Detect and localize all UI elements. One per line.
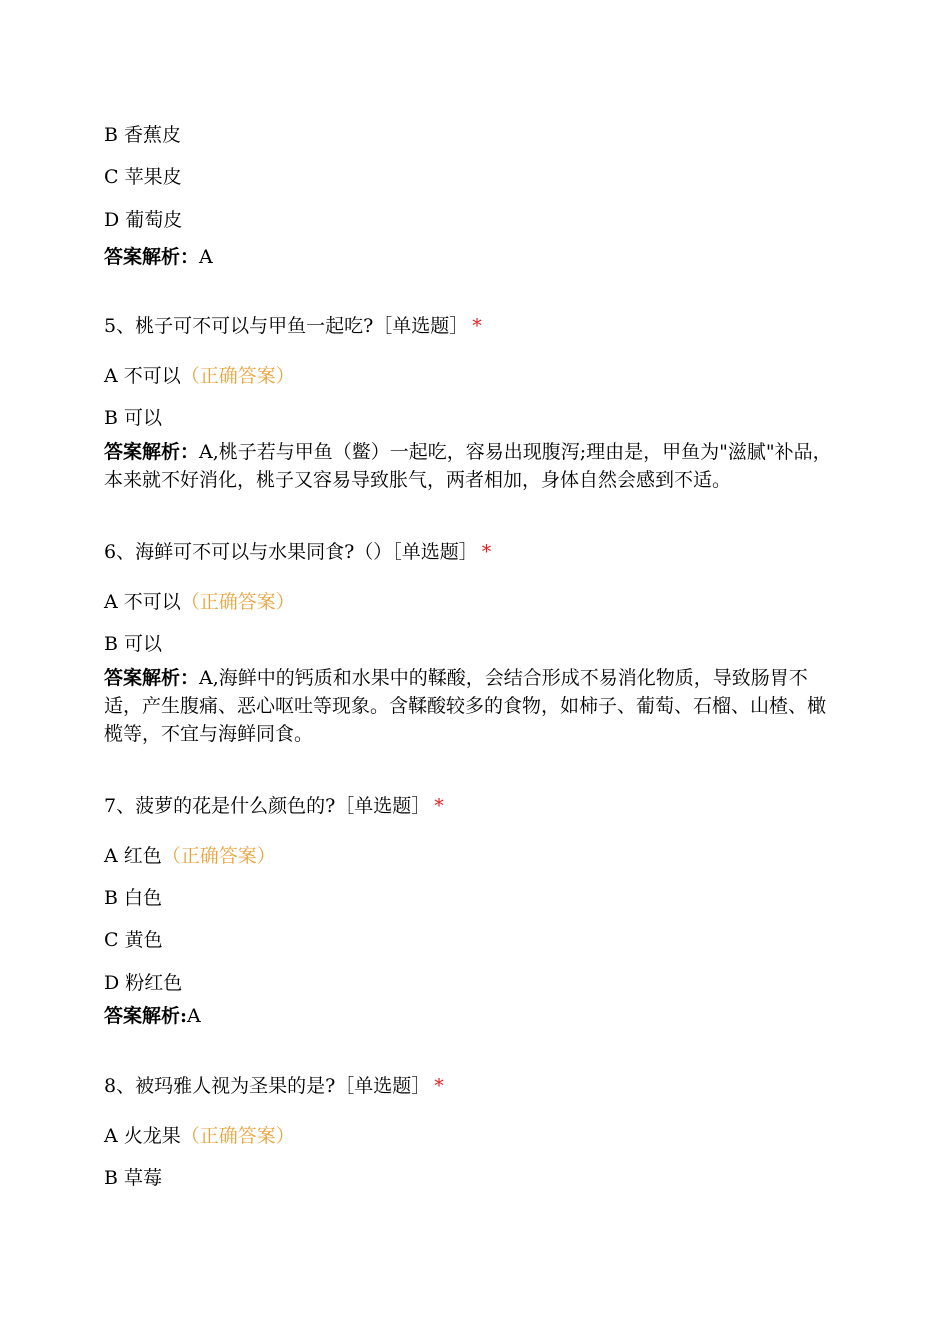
option-text: B 草莓	[104, 1167, 163, 1189]
analysis-text: A,海鲜中的钙质和水果中的鞣酸，会结合形成不易消化物质，导致肠胃不适，产生腹痛、恶心呕吐等现象。含鞣酸较多的食物，如柿子、葡萄、石榴、山楂、橄榄等，不宜与海鲜同食。	[104, 667, 827, 745]
q7-option-d	[104, 971, 182, 995]
correct-answer-tag: （正确答案）	[161, 845, 276, 867]
analysis-label: 答案解析:	[104, 1005, 188, 1027]
question-text: 6、海鲜可不可以与水果同食?（）［单选题］	[104, 541, 478, 563]
question-text: 7、菠萝的花是什么颜色的?［单选题］	[104, 795, 431, 817]
q6-title	[104, 540, 491, 564]
option-text: A 不可以	[104, 591, 181, 613]
q5-analysis	[104, 438, 839, 494]
q7-option-a	[104, 844, 276, 868]
q5-option-a	[104, 364, 295, 388]
option-text: D 葡萄皮	[104, 209, 183, 231]
q4-option-c	[104, 165, 182, 189]
q6-option-a	[104, 590, 295, 614]
q4-analysis	[104, 243, 839, 271]
analysis-label: 答案解析：	[104, 441, 200, 463]
option-text: B 可以	[104, 633, 163, 655]
option-text: B 白色	[104, 887, 163, 909]
required-mark: *	[434, 1075, 444, 1097]
question-text: 8、被玛雅人视为圣果的是?［单选题］	[104, 1075, 431, 1097]
q6-option-b	[104, 632, 162, 656]
q8-option-a	[104, 1124, 295, 1148]
option-text: A 火龙果	[104, 1125, 181, 1147]
option-text: C 苹果皮	[104, 166, 182, 188]
option-text: B 可以	[104, 407, 163, 429]
q7-option-c	[104, 928, 163, 952]
q4-option-b	[104, 123, 181, 147]
correct-answer-tag: （正确答案）	[180, 1125, 295, 1147]
analysis-label: 答案解析：	[104, 246, 200, 268]
required-mark: *	[481, 541, 492, 563]
correct-answer-tag: （正确答案）	[180, 365, 295, 387]
option-text: A 红色	[104, 845, 162, 867]
option-text: B 香蕉皮	[104, 124, 182, 146]
option-text: A 不可以	[104, 365, 181, 387]
required-mark: *	[472, 315, 482, 337]
q7-analysis	[104, 1002, 839, 1030]
q8-title	[104, 1074, 444, 1098]
correct-answer-tag: （正确答案）	[180, 591, 295, 613]
q7-option-b	[104, 886, 162, 910]
question-text: 5、桃子可不可以与甲鱼一起吃?［单选题］	[104, 315, 469, 337]
q5-option-b	[104, 406, 162, 430]
option-text: C 黄色	[104, 929, 163, 951]
q4-option-d	[104, 208, 182, 232]
q7-title	[104, 794, 444, 818]
analysis-label: 答案解析：	[104, 667, 200, 689]
required-mark: *	[434, 795, 444, 817]
q5-title	[104, 314, 482, 338]
analysis-text: A,桃子若与甲鱼（鳖）一起吃，容易出现腹泻;理由是，甲鱼为"滋腻"补品，本来就不好消化，桃子又容易导致胀气，两者相加，身体自然会感到不适。	[104, 441, 832, 491]
option-text: D 粉红色	[104, 972, 183, 994]
analysis-text: A	[199, 246, 213, 268]
analysis-text: A	[187, 1005, 201, 1027]
q6-analysis	[104, 664, 839, 748]
q8-option-b	[104, 1166, 162, 1190]
